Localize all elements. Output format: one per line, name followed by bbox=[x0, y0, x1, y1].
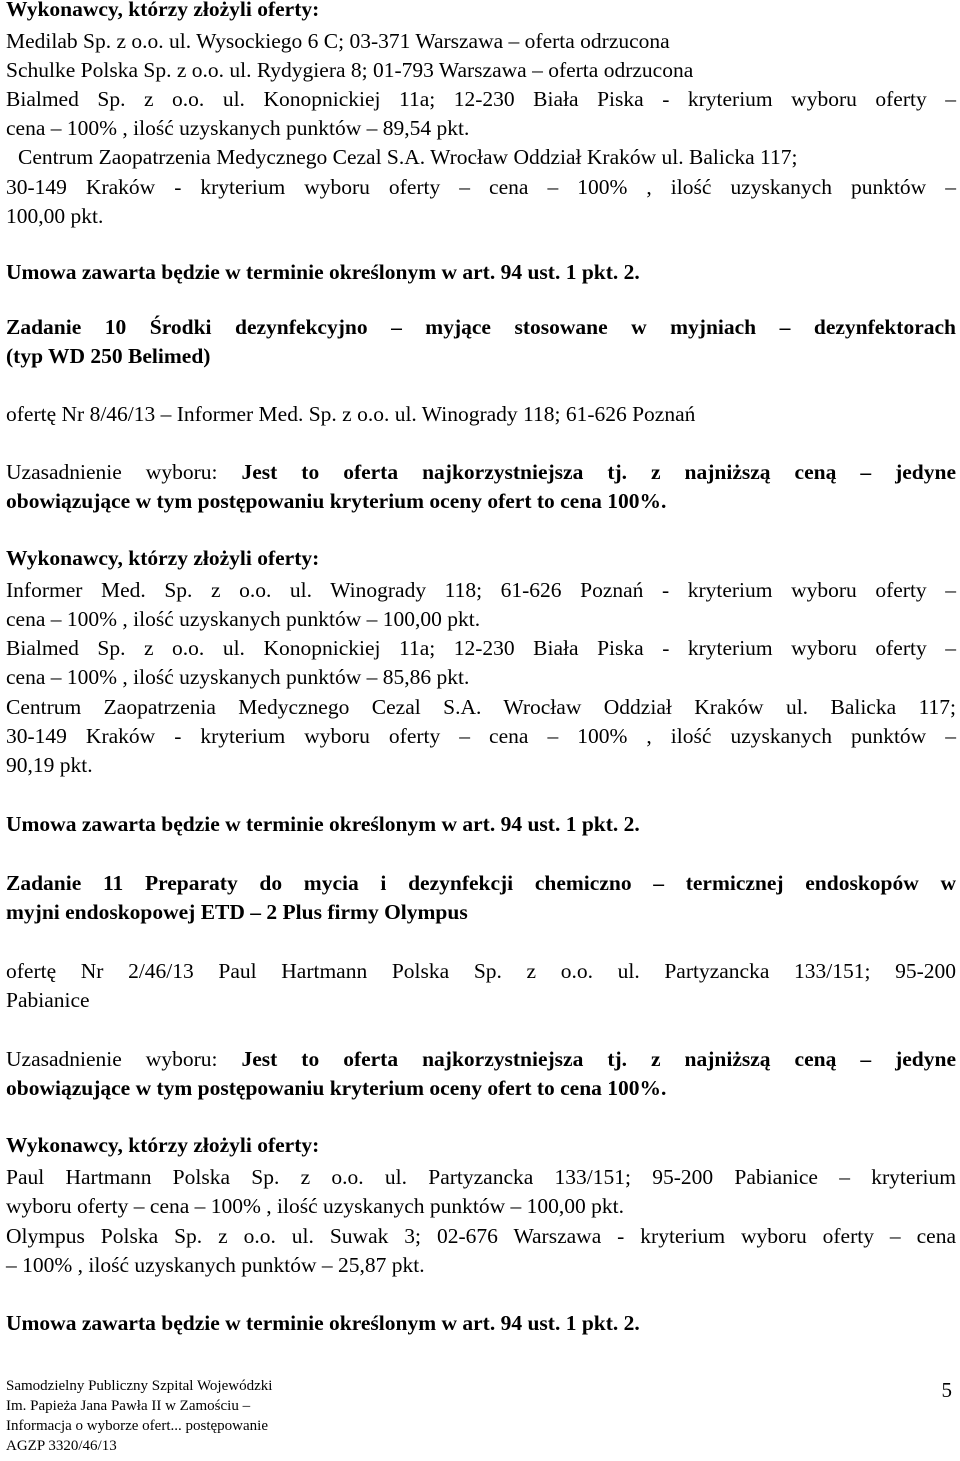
footer-line: Informacja o wyborze ofert... postępowanie bbox=[6, 1418, 268, 1434]
justification-label: Uzasadnienie wyboru: bbox=[6, 1047, 218, 1071]
selected-offer: ofertę Nr 8/46/13 – Informer Med. Sp. z o.o. ul. Winogrady 118; 61-626 Poznań bbox=[6, 402, 696, 426]
section-heading: Wykonawcy, którzy złożyli oferty: bbox=[6, 546, 320, 570]
task-title: (typ WD 250 Belimed) bbox=[6, 344, 211, 368]
bidder-line: 100,00 pkt. bbox=[6, 204, 104, 228]
justification-text: Jest to oferta najkorzystniejsza tj. z najniższą ceną – jedyne bbox=[241, 460, 956, 484]
bidder-line: Paul Hartmann Polska Sp. z o.o. ul. Partyzancka 133/151; 95-200 Pabianice – kryterium bbox=[6, 1165, 956, 1189]
bidder-line: Medilab Sp. z o.o. ul. Wysockiego 6 C; 03-371 Warszawa – oferta odrzucona bbox=[6, 29, 670, 53]
section-heading: Wykonawcy, którzy złożyli oferty: bbox=[6, 1133, 320, 1157]
page-number: 5 bbox=[941, 1378, 952, 1402]
justification bbox=[6, 458, 956, 487]
bidder-line: 30-149 Kraków - kryterium wyboru oferty – cena – 100% , ilość uzyskanych punktów – bbox=[6, 175, 956, 199]
bidder-line: Olympus Polska Sp. z o.o. ul. Suwak 3; 02-676 Warszawa - kryterium wyboru oferty – cena bbox=[6, 1224, 956, 1248]
bidder-line: wyboru oferty – cena – 100% , ilość uzyskanych punktów – 100,00 pkt. bbox=[6, 1194, 625, 1218]
bidder-line: Centrum Zaopatrzenia Medycznego Cezal S.A. Wrocław Oddział Kraków ul. Balicka 117; bbox=[18, 145, 798, 169]
justification-text: obowiązujące w tym postępowaniu kryterium oceny ofert to cena 100%. bbox=[6, 1076, 667, 1100]
justification-text: obowiązujące w tym postępowaniu kryterium oceny ofert to cena 100%. bbox=[6, 489, 667, 513]
bidder-line: cena – 100% , ilość uzyskanych punktów – 100,00 pkt. bbox=[6, 607, 481, 631]
contract-note: Umowa zawarta będzie w terminie określonym w art. 94 ust. 1 pkt. 2. bbox=[6, 260, 640, 284]
footer-line: AGZP 3320/46/13 bbox=[6, 1438, 117, 1454]
bidder-line: Informer Med. Sp. z o.o. ul. Winogrady 118; 61-626 Poznań - kryterium wyboru oferty – bbox=[6, 578, 956, 602]
task-title: Zadanie 10 Środki dezynfekcyjno – myjące stosowane w myjniach – dezynfektorach bbox=[6, 315, 956, 339]
section-heading: Wykonawcy, którzy złożyli oferty: bbox=[6, 0, 320, 21]
bidder-line: 30-149 Kraków - kryterium wyboru oferty – cena – 100% , ilość uzyskanych punktów – bbox=[6, 724, 956, 748]
selected-offer: ofertę Nr 2/46/13 Paul Hartmann Polska Sp. z o.o. ul. Partyzancka 133/151; 95-200 bbox=[6, 959, 956, 983]
bidder-line: Schulke Polska Sp. z o.o. ul. Rydygiera 8; 01-793 Warszawa – oferta odrzucona bbox=[6, 58, 694, 82]
justification bbox=[6, 1045, 956, 1074]
task-title: myjni endoskopowej ETD – 2 Plus firmy Olympus bbox=[6, 900, 468, 924]
justification-label: Uzasadnienie wyboru: bbox=[6, 460, 218, 484]
bidder-line: cena – 100% , ilość uzyskanych punktów – 85,86 pkt. bbox=[6, 665, 470, 689]
contract-note: Umowa zawarta będzie w terminie określonym w art. 94 ust. 1 pkt. 2. bbox=[6, 812, 640, 836]
footer-line: Im. Papieża Jana Pawła II w Zamościu – bbox=[6, 1398, 251, 1414]
task-title: Zadanie 11 Preparaty do mycia i dezynfekcji chemiczno – termicznej endoskopów w bbox=[6, 871, 956, 895]
footer-line: Samodzielny Publiczny Szpital Wojewódzki bbox=[6, 1378, 273, 1394]
bidder-line: Centrum Zaopatrzenia Medycznego Cezal S.A. Wrocław Oddział Kraków ul. Balicka 117; bbox=[6, 695, 956, 719]
bidder-line: Bialmed Sp. z o.o. ul. Konopnickiej 11a; 12-230 Biała Piska - kryterium wyboru oferty – bbox=[6, 636, 956, 660]
justification-text: Jest to oferta najkorzystniejsza tj. z najniższą ceną – jedyne bbox=[241, 1047, 956, 1071]
bidder-line: 90,19 pkt. bbox=[6, 753, 93, 777]
selected-offer: Pabianice bbox=[6, 988, 90, 1012]
bidder-line: – 100% , ilość uzyskanych punktów – 25,87 pkt. bbox=[6, 1253, 425, 1277]
bidder-line: Bialmed Sp. z o.o. ul. Konopnickiej 11a; 12-230 Biała Piska - kryterium wyboru oferty – bbox=[6, 87, 956, 111]
bidder-line: cena – 100% , ilość uzyskanych punktów – 89,54 pkt. bbox=[6, 116, 470, 140]
contract-note: Umowa zawarta będzie w terminie określonym w art. 94 ust. 1 pkt. 2. bbox=[6, 1311, 640, 1335]
